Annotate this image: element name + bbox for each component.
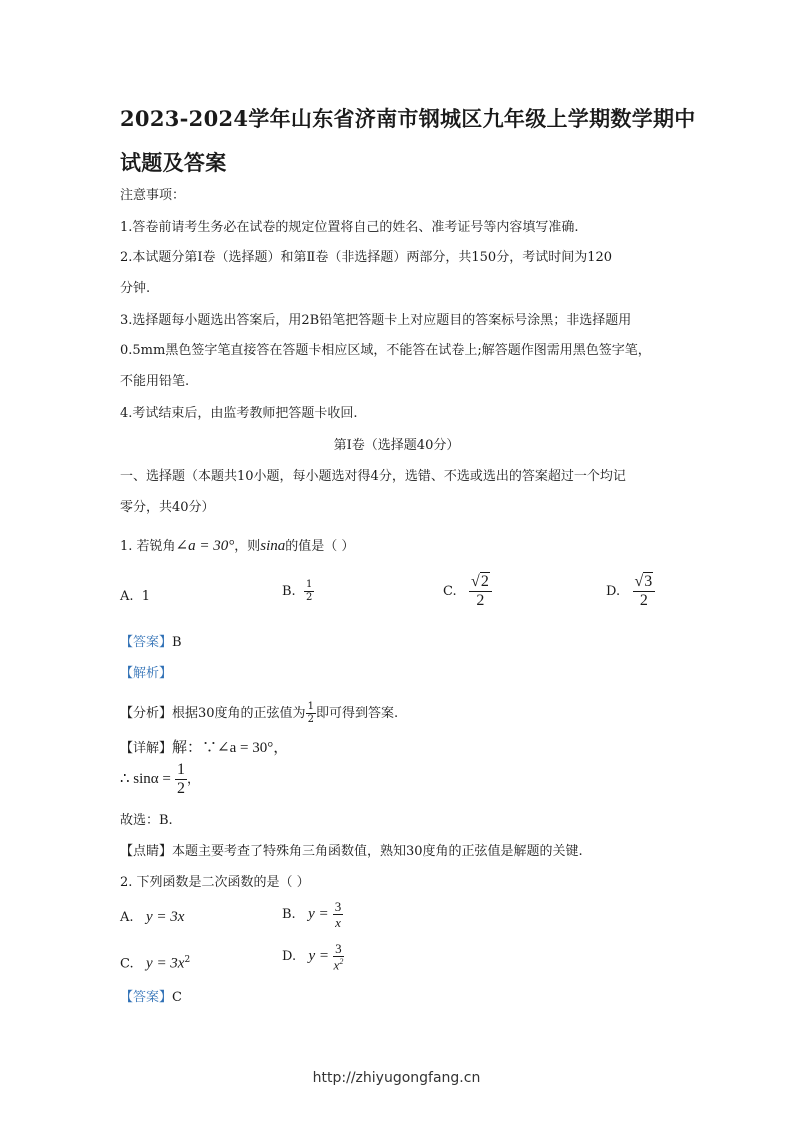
fenxi-fraction <box>306 702 316 725</box>
sqrt-symbol: √2 <box>471 573 489 590</box>
q2-option-c <box>120 950 190 974</box>
answer-value: C <box>172 990 182 1005</box>
q1-fenxi <box>120 702 398 725</box>
fraction-denominator: 2 <box>307 714 314 725</box>
fenxi-tag: 【分析】 <box>120 706 173 721</box>
q2-option-b-fraction <box>333 900 344 929</box>
q1-option-b-label: B. <box>282 584 296 599</box>
section-intro-line2: 零分，共40分） <box>120 500 215 515</box>
q1-option-b-fraction <box>304 580 314 603</box>
q1-option-c-fraction <box>469 574 492 609</box>
fraction-numerator <box>469 574 492 592</box>
q1-answer <box>120 633 182 653</box>
q1-option-c-label: C. <box>443 584 457 599</box>
q2-option-d-lhs: y = <box>308 948 330 965</box>
q2-option-a-label: A. <box>120 910 134 925</box>
therefore-comma: ， <box>187 772 201 787</box>
q1-option-a-value: 1 <box>141 589 151 604</box>
q2-option-b-lhs: y = <box>308 906 329 922</box>
q2-option-d-fraction <box>333 942 344 971</box>
therefore-fraction <box>175 762 187 797</box>
q1-option-c <box>443 574 492 609</box>
footer-url: http://zhiyugongfang.cn <box>312 1070 481 1086</box>
detail-tag: 【详解】 <box>120 741 173 756</box>
q1-option-a-label: A. <box>120 589 134 604</box>
answer-tag: 【答案】 <box>120 990 173 1005</box>
q2-option-b-label: B. <box>282 907 296 922</box>
fraction-numerator <box>633 574 656 592</box>
fraction-denominator: 2 <box>305 592 313 603</box>
answer-tag: 【答案】 <box>120 635 173 650</box>
q1-option-d-label: D. <box>606 584 621 599</box>
fraction-denominator <box>333 957 344 971</box>
q2-option-d-label: D. <box>282 949 297 965</box>
fraction-numerator: 3 <box>334 899 342 914</box>
fenxi-text-end: 即可得到答案. <box>315 706 399 721</box>
answer-value: B <box>172 635 182 650</box>
notice-item-1: 1.答卷前请考生务必在试卷的规定位置将自己的姓名、准考证号等内容填写准确. <box>120 220 579 235</box>
radicand: 3 <box>644 573 653 590</box>
q2-option-b <box>282 900 343 929</box>
q1-mid: ，则 <box>234 539 261 554</box>
q1-option-d <box>606 574 655 609</box>
fenxi-text: 根据30度角的正弦值为 <box>172 706 306 721</box>
q2-stem: 2. 下列函数是二次函数的是（ ） <box>120 875 310 890</box>
radicand: 2 <box>480 573 489 590</box>
q1-choose: 故选：B. <box>120 813 173 828</box>
comment-tag: 【点睛】 <box>120 844 173 859</box>
notice-item-2-line1: 2.本试题分第Ⅰ卷（选择题）和第Ⅱ卷（非选择题）两部分，共150分，考试时间为120 <box>120 250 613 265</box>
notice-item-2-line2: 分钟. <box>120 281 151 296</box>
q1-suffix: 的值是（ ） <box>285 539 355 554</box>
q2-option-a <box>120 907 184 928</box>
q2-option-c-label: C. <box>120 956 134 972</box>
q1-sin: sina <box>260 538 286 554</box>
section-heading: 第Ⅰ卷（选择题40分） <box>333 438 460 453</box>
notice-item-3-line2: 0.5mm黑色签字笔直接答在答题卡相应区域，不能答在试卷上;解答题作图需用黑色签字笔， <box>120 343 651 358</box>
q1-option-a <box>120 587 150 607</box>
q2-option-c-exponent: 2 <box>184 955 191 965</box>
comment-text: 本题主要考查了特殊角三角函数值，熟知30度角的正弦值是解题的关键. <box>172 844 583 859</box>
q1-detail <box>120 738 288 759</box>
q1-option-d-fraction <box>633 574 656 609</box>
notice-item-3-line3: 不能用铅笔. <box>120 374 190 389</box>
denominator-base: x <box>333 957 340 973</box>
q1-therefore <box>120 762 200 797</box>
fraction-numerator: 1 <box>305 579 313 590</box>
q1-prefix: 1. 若锐角 <box>120 539 176 554</box>
q1-comment <box>120 842 583 862</box>
detail-text: 解：∵∠a = 30°， <box>172 740 289 756</box>
q1-angle: ∠a = 30° <box>175 538 235 554</box>
notice-item-4: 4.考试结束后，由监考教师把答题卡收回. <box>120 406 358 421</box>
fraction-numerator: 1 <box>307 701 314 712</box>
q2-option-c-value: y = 3x <box>146 955 185 972</box>
q2-answer <box>120 988 182 1008</box>
q1-option-b <box>282 580 314 603</box>
document-title-line1: 2023-2024学年山东省济南市钢城区九年级上学期数学期中 <box>120 106 696 131</box>
fraction-denominator: x <box>335 915 341 930</box>
fraction-numerator: 1 <box>177 761 186 778</box>
fraction-denominator: 2 <box>177 780 186 797</box>
q1-analysis-tag: 【解析】 <box>120 666 173 681</box>
sqrt-symbol: √3 <box>634 573 653 590</box>
q2-option-d <box>282 942 344 971</box>
therefore-lhs: ∴ sinα = <box>120 771 171 787</box>
fraction-denominator: 2 <box>476 592 485 609</box>
fraction-denominator: 2 <box>639 592 648 609</box>
fraction-numerator: 3 <box>335 941 342 956</box>
section-intro-line1: 一、选择题（本题共10小题，每小题选对得4分，选错、不选或选出的答案超过一个均记 <box>120 469 626 484</box>
document-title-line2: 试题及答案 <box>120 150 227 175</box>
q1-stem <box>120 536 354 557</box>
denominator-exponent: 2 <box>339 957 344 966</box>
notice-heading: 注意事项： <box>120 188 186 203</box>
q2-option-a-value: y = 3x <box>145 909 185 925</box>
notice-item-3-line1: 3.选择题每小题选出答案后，用2B铅笔把答题卡上对应题目的答案标号涂黑；非选择题用 <box>120 313 632 328</box>
